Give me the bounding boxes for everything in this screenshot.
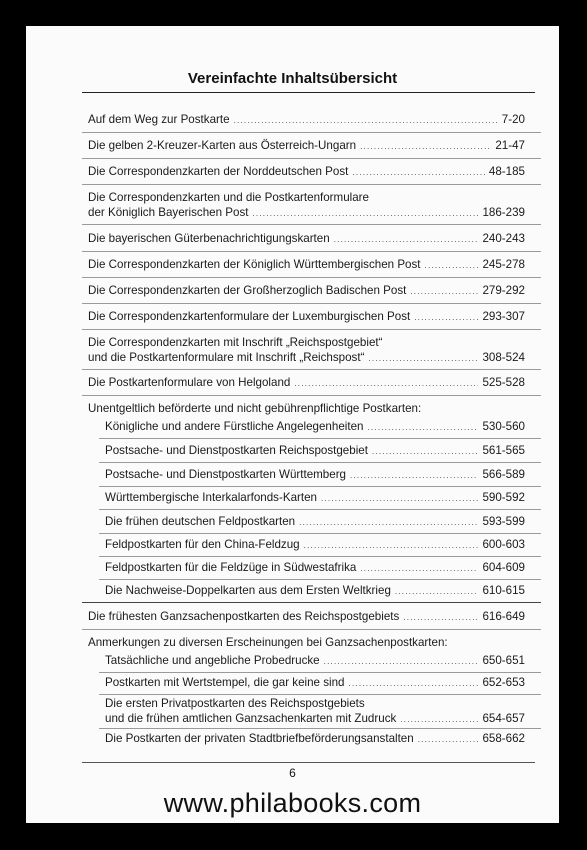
toc-entry: Die Correspondenzkarten und die Postkartenformulare der Königlich Bayerischen Post . . . 186-239 [88, 190, 525, 220]
toc-entry: Die Correspondenzkarten der Norddeutschen Post . . . 48-185 [88, 164, 525, 179]
toc-entry: Die bayerischen Güterbenachrichtigungskarten . . . 240-243 [88, 231, 525, 246]
toc-entry: Die Correspondenzkarten der Königlich Württembergischen Post . . . 245-278 [88, 257, 525, 272]
toc-entry: Die Postkartenformulare von Helgoland . . . 525-528 [88, 375, 525, 390]
page-title: Vereinfachte Inhaltsübersicht [187, 70, 398, 87]
toc-entry: Die frühesten Ganzsachenpostkarten des Reichspostgebiets . . . 616-649 [88, 609, 525, 624]
toc-subentry: Postsache- und Dienstpostkarten Württemberg . . . 566-589 [105, 467, 525, 482]
toc-entry: Die Correspondenzkartenformulare der Luxemburgischen Post . . . 293-307 [88, 309, 525, 324]
website-url: www.philabooks.com [163, 788, 422, 818]
divider [99, 556, 541, 557]
toc-subentry: Feldpostkarten für den China-Feldzug . . . 600-603 [105, 537, 525, 552]
title-rule [82, 92, 535, 93]
toc-subentry: Königliche und andere Fürstliche Angelegenheiten . . . 530-560 [105, 419, 525, 434]
toc-subentry: Württembergische Interkalarfonds-Karten . . . 590-592 [105, 490, 525, 505]
divider [82, 369, 541, 370]
divider [99, 579, 541, 580]
divider [82, 303, 541, 304]
divider [82, 184, 541, 185]
divider [82, 602, 541, 603]
toc-group-heading: Anmerkungen zu diversen Erscheinungen bei Ganzsachenpostkarten: [88, 636, 448, 649]
toc-subentry: Postsache- und Dienstpostkarten Reichspostgebiet . . . 561-565 [105, 443, 525, 458]
toc-subentry: Die ersten Privatpostkarten des Reichspostgebiets und die frühen amtlichen Ganzsachenkarten mit Zudruck . . . 654-657 [105, 696, 525, 726]
divider [82, 395, 541, 396]
divider [99, 728, 541, 729]
divider [99, 672, 541, 673]
divider [99, 694, 541, 695]
toc-subentry: Tatsächliche und angebliche Probedrucke . . . 650-651 [105, 653, 525, 668]
toc-group-heading: Unentgeltlich beförderte und nicht gebührenpflichtige Postkarten: [88, 402, 422, 415]
toc-entry: Die Correspondenzkarten der Großherzoglich Badischen Post . . . 279-292 [88, 283, 525, 298]
divider [99, 462, 541, 463]
footer-rule [82, 762, 535, 763]
divider [82, 132, 541, 133]
divider [99, 486, 541, 487]
divider [99, 509, 541, 510]
toc-entry: Die Correspondenzkarten mit Inschrift „Reichspostgebiet“ und die Postkartenformulare mit Inschrift „Reichspost“ . . . 308-524 [88, 335, 525, 365]
divider [82, 251, 541, 252]
divider [99, 533, 541, 534]
toc-subentry: Die frühen deutschen Feldpostkarten . . . 593-599 [105, 514, 525, 529]
toc-entry: Auf dem Weg zur Postkarte . . . 7-20 [88, 112, 525, 127]
toc-entry: Die gelben 2-Kreuzer-Karten aus Österreich-Ungarn . . . 21-47 [88, 138, 525, 153]
divider [99, 438, 541, 439]
toc-subentry: Feldpostkarten für die Feldzüge in Südwestafrika . . . 604-609 [105, 560, 525, 575]
toc-subentry: Die Postkarten der privaten Stadtbriefbeförderungsanstalten . . . 658-662 [105, 731, 525, 746]
toc-subentry: Die Nachweise-Doppelkarten aus dem Ersten Weltkrieg . . . 610-615 [105, 583, 525, 598]
divider [82, 158, 541, 159]
page-number: 6 [289, 766, 296, 780]
divider [82, 277, 541, 278]
divider [82, 329, 541, 330]
divider [82, 629, 541, 630]
divider [82, 224, 541, 225]
toc-subentry: Postkarten mit Wertstempel, die gar keine sind . . . 652-653 [105, 675, 525, 690]
book-page [26, 26, 559, 823]
